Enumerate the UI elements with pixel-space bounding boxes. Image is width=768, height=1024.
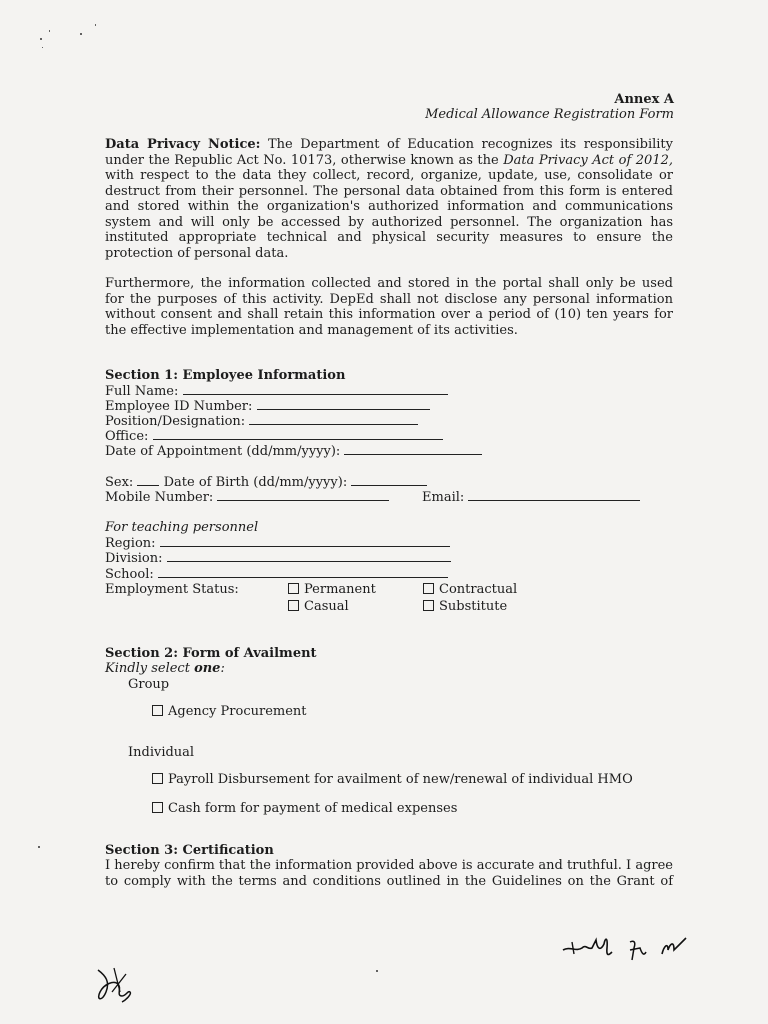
- option-agency-procurement[interactable]: Agency Procurement: [152, 704, 307, 719]
- option-cash[interactable]: Cash form for payment of medical expenses: [152, 801, 457, 816]
- office-field[interactable]: [153, 428, 443, 440]
- permanent-checkbox[interactable]: [288, 583, 299, 594]
- scan-speck: [49, 30, 50, 32]
- employee-id-field[interactable]: [257, 398, 430, 410]
- employment-status-label: Employment Status:: [105, 582, 239, 597]
- scan-speck: [38, 846, 40, 848]
- scan-speck: [40, 38, 42, 40]
- option-contractual[interactable]: Contractual: [423, 582, 517, 597]
- option-substitute[interactable]: Substitute: [423, 599, 507, 614]
- section1-title: Section 1: Employee Information: [105, 368, 346, 383]
- option-payroll[interactable]: Payroll Disbursement for availment of new/renewal of individual HMO: [152, 772, 633, 787]
- annex-label: Annex A: [614, 92, 674, 107]
- furthermore-paragraph: Furthermore, the information collected and stored in the portal shall only be used for the purposes of this activity. DepEd shall not disclose any personal information without consent and shall retain this information over a period of (10) ten years for the effective implementation and management of its activities.: [105, 276, 673, 338]
- form-title: Medical Allowance Registration Form: [425, 107, 674, 122]
- division-row: Division:: [105, 550, 451, 566]
- privacy-label: Data Privacy Notice:: [105, 137, 261, 152]
- region-field[interactable]: [160, 535, 450, 547]
- payroll-checkbox[interactable]: [152, 773, 163, 784]
- casual-checkbox[interactable]: [288, 600, 299, 611]
- individual-label: Individual: [128, 745, 195, 760]
- region-row: Region:: [105, 535, 450, 551]
- sex-dob-row: Sex: Date of Birth (dd/mm/yyyy):: [105, 474, 427, 490]
- handwritten-signature: [92, 962, 138, 1008]
- school-row: School:: [105, 566, 448, 582]
- section2-instruction: Kindly select one:: [105, 661, 225, 676]
- section3-title: Section 3: Certification: [105, 843, 274, 858]
- date-appointment-field[interactable]: [344, 443, 482, 455]
- option-permanent[interactable]: Permanent: [288, 582, 376, 597]
- mobile-row: Mobile Number:: [105, 489, 389, 505]
- employee-id-row: Employee ID Number:: [105, 398, 430, 414]
- substitute-checkbox[interactable]: [423, 600, 434, 611]
- position-row: Position/Designation:: [105, 413, 418, 429]
- full-name-row: Full Name:: [105, 383, 448, 399]
- scan-speck: [80, 33, 82, 35]
- teaching-note: For teaching personnel: [105, 520, 259, 535]
- privacy-notice: Data Privacy Notice: The Department of Education recognizes its responsibility under the Republic Act No. 10173, otherwise known as the Data Privacy Act of 2012, with respect to the data they collect, record, organize, update, use, consolidate or destruct from their personnel. The personal data obtained from this form is entered and stored within the organization's authorized information and communications system and will only be accessed by authorized personnel. The organization has instituted appropriate technical and physical security measures to ensure the protection of personal data.: [105, 137, 674, 261]
- scan-speck: [95, 24, 96, 26]
- dob-field[interactable]: [351, 474, 427, 486]
- division-field[interactable]: [167, 550, 451, 562]
- scan-speck: [376, 970, 378, 972]
- cash-checkbox[interactable]: [152, 802, 163, 813]
- option-casual[interactable]: Casual: [288, 599, 349, 614]
- scan-speck: [42, 47, 43, 48]
- section2-title: Section 2: Form of Availment: [105, 646, 317, 661]
- date-appointment-row: Date of Appointment (dd/mm/yyyy):: [105, 443, 482, 459]
- email-field[interactable]: [468, 489, 640, 501]
- contractual-checkbox[interactable]: [423, 583, 434, 594]
- office-row: Office:: [105, 428, 443, 444]
- full-name-field[interactable]: [183, 383, 448, 395]
- handwritten-initials: [560, 928, 700, 968]
- position-field[interactable]: [249, 413, 418, 425]
- school-field[interactable]: [158, 566, 448, 578]
- group-label: Group: [128, 677, 170, 692]
- agency-procurement-checkbox[interactable]: [152, 705, 163, 716]
- certification-text: I hereby confirm that the information provided above is accurate and truthful. I agree to comply with the terms and conditions outlined in the Guidelines on the Grant of: [105, 858, 673, 889]
- sex-field[interactable]: [137, 474, 159, 486]
- mobile-field[interactable]: [217, 489, 389, 501]
- email-row: Email:: [422, 489, 640, 505]
